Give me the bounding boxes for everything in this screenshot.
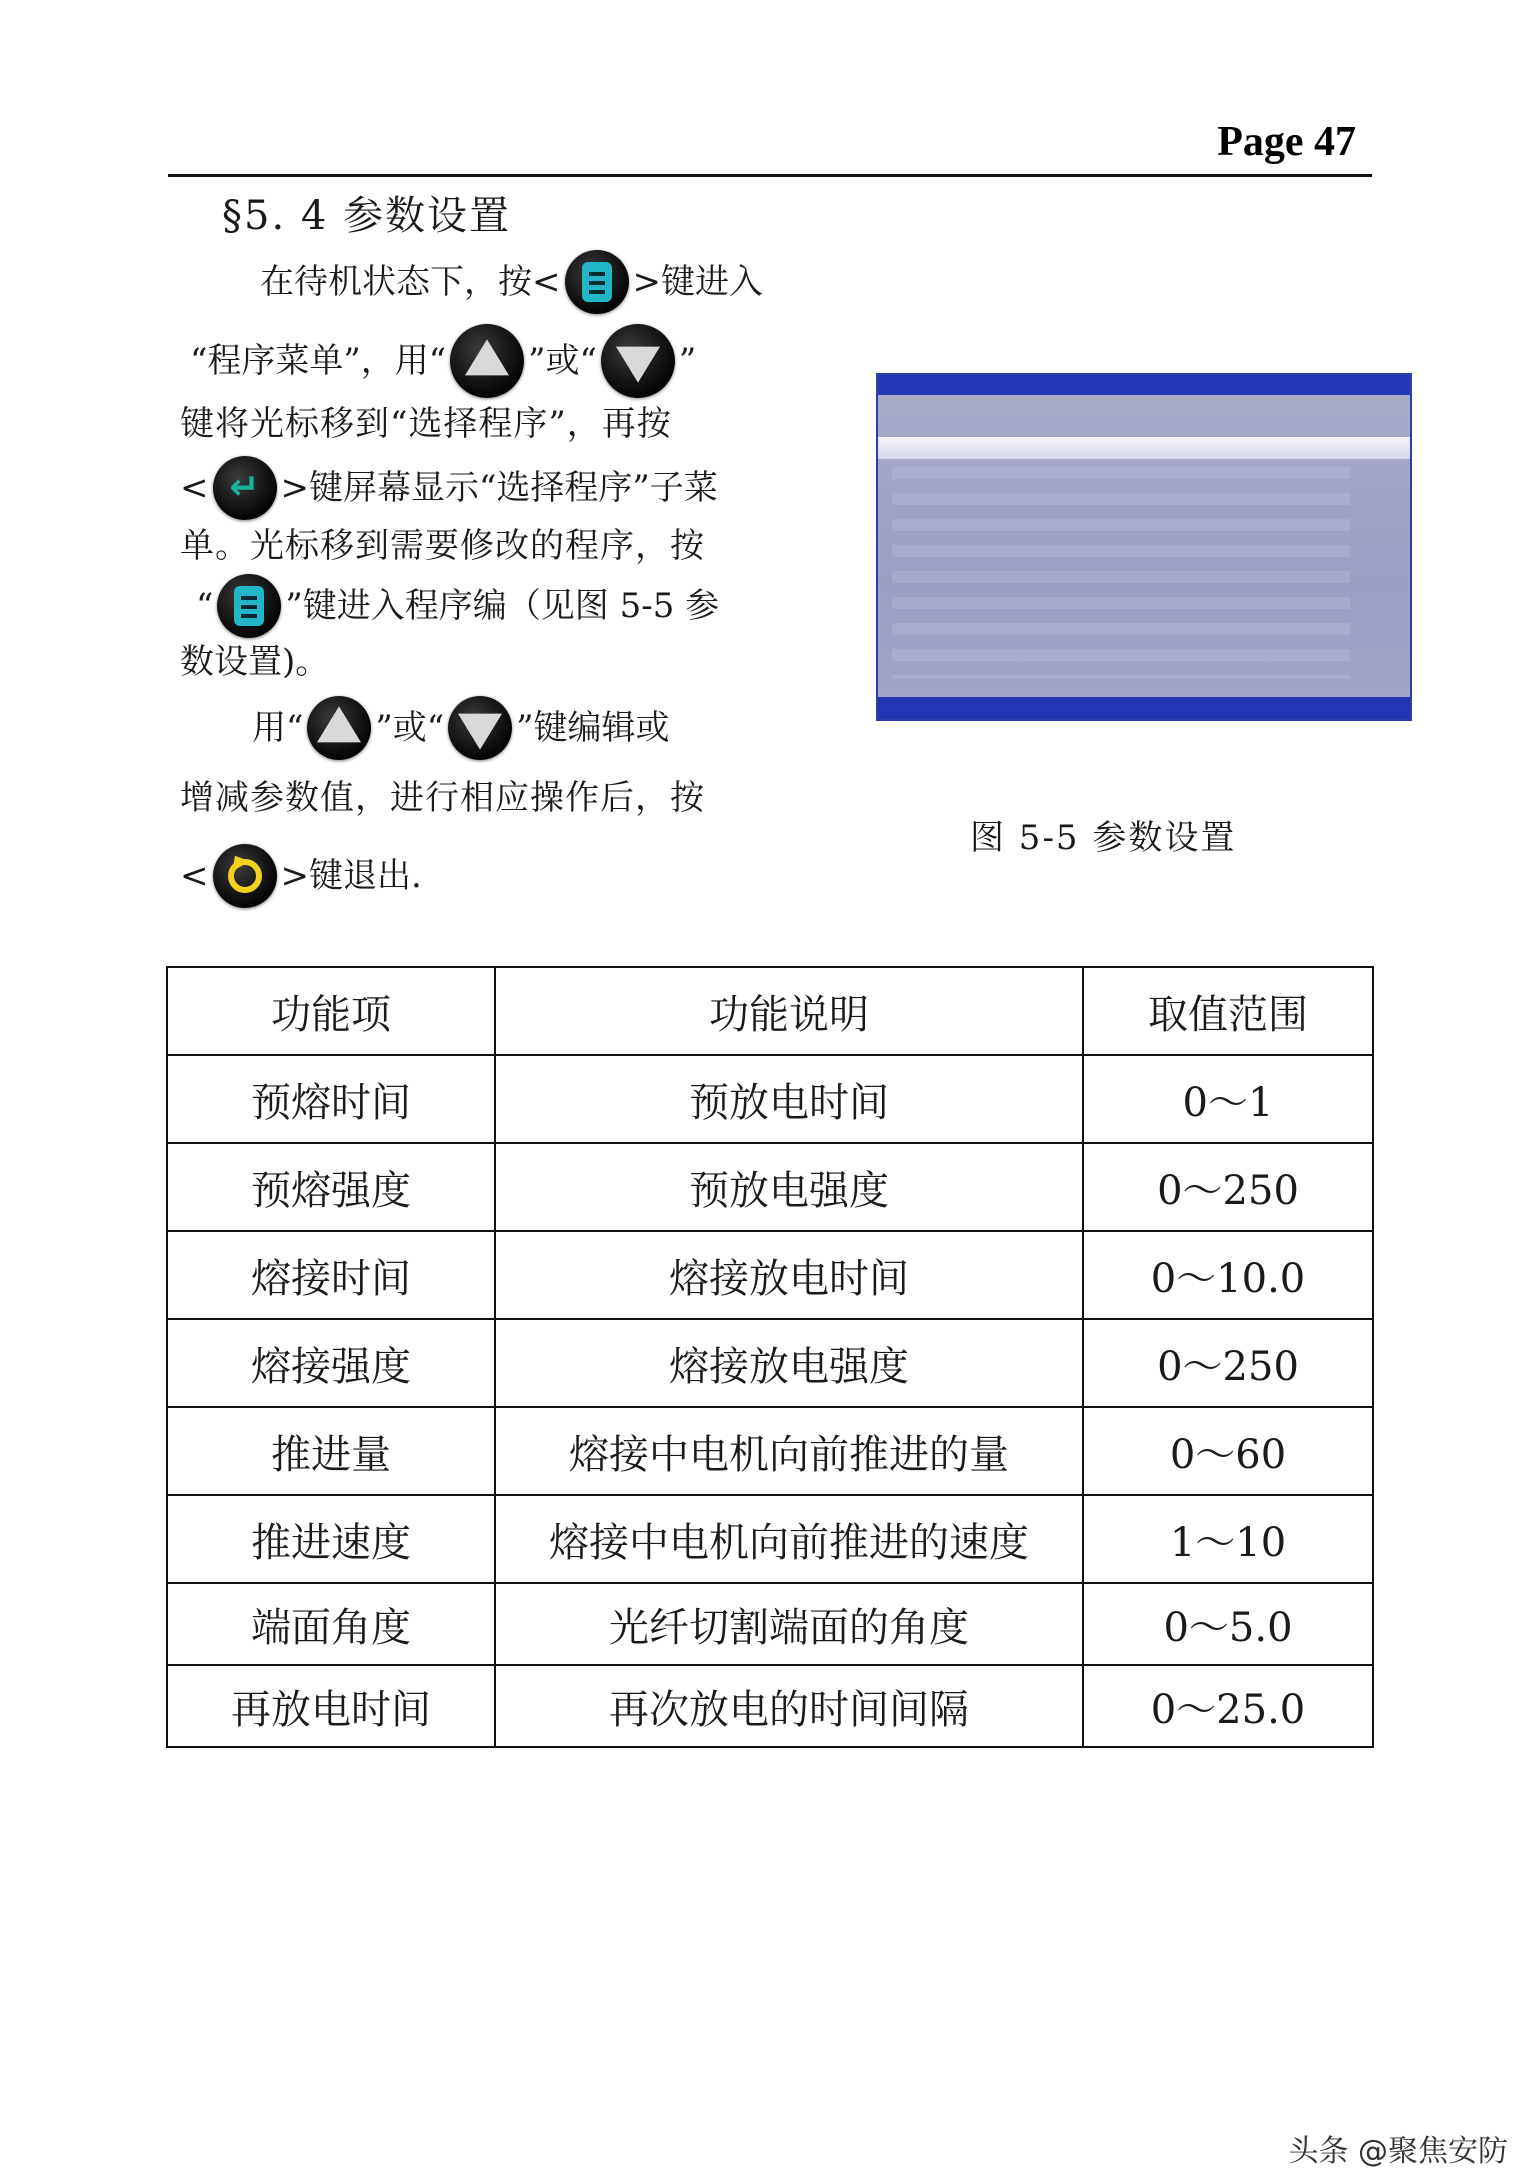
- table-cell: 熔接放电时间: [495, 1231, 1083, 1319]
- table-row: [167, 1231, 1373, 1319]
- screen-selected-row: [878, 437, 1410, 459]
- menu-key-icon: [217, 574, 281, 638]
- table-cell: 再次放电的时间间隔: [495, 1665, 1083, 1747]
- instruction-line: >键退出.: [280, 856, 422, 896]
- up-arrow-key-icon: [450, 324, 524, 398]
- table-cell: 预放电时间: [495, 1055, 1083, 1143]
- table-cell: 0～60: [1083, 1407, 1373, 1495]
- header-rule: [168, 174, 1372, 177]
- menu-key-icon: [565, 250, 629, 314]
- screen-title-bar: [878, 375, 1410, 395]
- enter-key-icon: ↵: [213, 456, 277, 520]
- section-title: §5. 4 参数设置: [222, 193, 512, 239]
- table-cell: 熔接中电机向前推进的速度: [495, 1495, 1083, 1583]
- table-row: [167, 1143, 1373, 1231]
- screen-parameter-rows: [892, 467, 1350, 679]
- instruction-line: 数设置)。: [180, 642, 330, 682]
- table-cell: 0～25.0: [1083, 1665, 1373, 1747]
- table-row: [167, 1319, 1373, 1407]
- table-cell: 预放电强度: [495, 1143, 1083, 1231]
- table-cell: 推进量: [167, 1407, 495, 1495]
- page-number: Page 47: [1217, 119, 1356, 165]
- table-row: [167, 1407, 1373, 1495]
- instruction-line: <: [180, 856, 209, 896]
- down-arrow-key-icon: [601, 324, 675, 398]
- instruction-line: ”键编辑或: [516, 708, 670, 748]
- table-cell: 端面角度: [167, 1583, 495, 1665]
- table-cell: 0～250: [1083, 1143, 1373, 1231]
- instruction-line: 单。光标移到需要修改的程序，按: [180, 526, 705, 566]
- table-cell: 再放电时间: [167, 1665, 495, 1747]
- table-cell: 0～250: [1083, 1319, 1373, 1407]
- parameter-settings-screen-photo: [876, 373, 1412, 721]
- instruction-line: <: [180, 468, 209, 508]
- up-arrow-key-icon: [307, 696, 371, 760]
- instruction-line: 用“: [252, 708, 304, 748]
- table-cell: 熔接强度: [167, 1319, 495, 1407]
- figure-caption: 图 5-5 参数设置: [970, 818, 1237, 858]
- instruction-line: ”或“: [528, 341, 597, 381]
- parameter-table: [166, 966, 1374, 1748]
- instruction-line: ”或“: [375, 708, 445, 748]
- watermark: 头条 @聚焦安防: [1288, 2134, 1508, 2169]
- table-row: [167, 1055, 1373, 1143]
- instruction-line: >键屏幕显示“选择程序”子菜: [280, 468, 718, 508]
- table-cell: 0～5.0: [1083, 1583, 1373, 1665]
- table-row: [167, 1495, 1373, 1583]
- instruction-line: ”键进入程序编（见图 5-5 参: [285, 586, 720, 626]
- header-value-range: 取值范围: [1083, 967, 1373, 1055]
- table-cell: 预熔时间: [167, 1055, 495, 1143]
- header-function-description: 功能说明: [495, 967, 1083, 1055]
- back-key-icon: [213, 844, 277, 908]
- instruction-line: “: [196, 586, 214, 626]
- table-cell: 0～10.0: [1083, 1231, 1373, 1319]
- table-cell: 推进速度: [167, 1495, 495, 1583]
- table-cell: 熔接放电强度: [495, 1319, 1083, 1407]
- screen-status-bar: [878, 697, 1410, 719]
- instruction-line: 键将光标移到“选择程序”，再按: [180, 404, 672, 444]
- table-row: [167, 1583, 1373, 1665]
- down-arrow-key-icon: [448, 696, 512, 760]
- table-cell: 熔接时间: [167, 1231, 495, 1319]
- table-cell: 预熔强度: [167, 1143, 495, 1231]
- instruction-line: 增减参数值，进行相应操作后，按: [180, 778, 705, 818]
- table-row: [167, 1665, 1373, 1747]
- table-cell: 1～10: [1083, 1495, 1373, 1583]
- instruction-line: ”: [678, 341, 697, 381]
- instruction-line: “程序菜单”，用“: [190, 341, 447, 381]
- table-header-row: [167, 967, 1373, 1055]
- table-cell: 0～1: [1083, 1055, 1373, 1143]
- instruction-line: >键进入: [632, 262, 763, 302]
- header-function-item: 功能项: [167, 967, 495, 1055]
- instruction-line: 在待机状态下，按<: [260, 262, 561, 302]
- table-cell: 熔接中电机向前推进的量: [495, 1407, 1083, 1495]
- table-cell: 光纤切割端面的角度: [495, 1583, 1083, 1665]
